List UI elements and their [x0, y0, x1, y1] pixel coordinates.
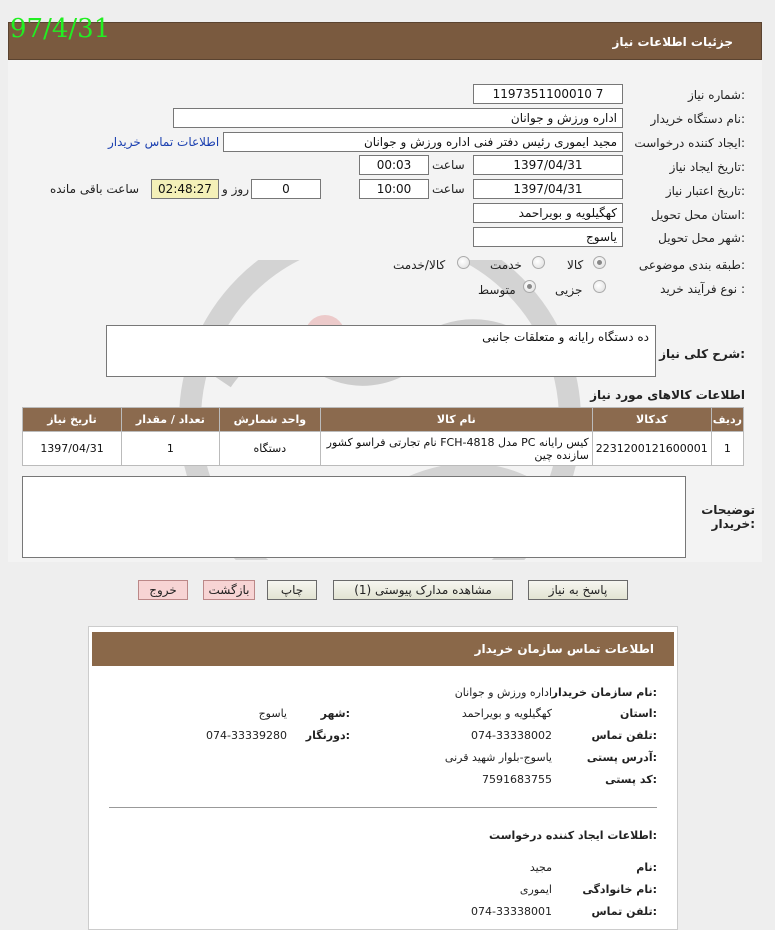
- buyer-org-label: نام دستگاه خریدار:: [650, 112, 745, 126]
- city-label: شهر محل تحویل:: [658, 231, 745, 245]
- city-field: یاسوج: [473, 227, 623, 247]
- summary-text: ده دستگاه رایانه و متعلقات جانبی: [482, 330, 649, 344]
- col-code: کدکالا: [592, 408, 711, 432]
- need-number-label: شماره نیاز:: [687, 88, 745, 102]
- cell-code: 2231200121600001: [592, 432, 711, 466]
- validity-time-label: ساعت: [432, 182, 465, 196]
- name-value: مجید: [529, 861, 552, 874]
- validity-date-label: تاریخ اعتبار نیاز:: [665, 184, 745, 198]
- process-label: نوع فرآیند خرید :: [660, 282, 745, 296]
- fax-label: دورنگار:: [305, 729, 350, 742]
- creator-phone-value: 074-33338001: [471, 905, 552, 918]
- address-label: آدرس پستی:: [586, 751, 657, 764]
- validity-date-field: 1397/04/31: [473, 179, 623, 199]
- back-button[interactable]: بازگشت: [203, 580, 255, 600]
- view-attachments-button[interactable]: مشاهده مدارک پیوستی (1): [333, 580, 513, 600]
- summary-label: شرح کلی نیاز:: [659, 347, 745, 361]
- requester-label: ایجاد کننده درخواست:: [634, 136, 745, 150]
- province-label: استان محل تحویل:: [650, 208, 745, 222]
- remaining-time-field: 02:48:27: [151, 179, 219, 199]
- col-date: تاریخ نیاز: [23, 408, 122, 432]
- exit-button[interactable]: خروج: [138, 580, 188, 600]
- buyer-notes-textarea: [22, 476, 686, 558]
- org-value: اداره ورزش و جوانان: [454, 686, 552, 699]
- created-date-field: 1397/04/31: [473, 155, 623, 175]
- province-label: استان:: [619, 707, 657, 720]
- divider: [109, 807, 657, 808]
- date-stamp: 97/4/31: [10, 14, 111, 44]
- created-time-label: ساعت: [432, 158, 465, 172]
- category-goods-label: کالا: [567, 258, 584, 272]
- buyer-notes-label: توضیحات خریدار:: [701, 503, 755, 531]
- family-value: ایموری: [519, 883, 552, 896]
- remaining-label: ساعت باقی مانده: [50, 182, 140, 196]
- days-label: روز و: [222, 182, 249, 196]
- cell-name: کیس رایانه PC مدل FCH-4818 نام تجارتی فراسو کشور سازنده چین: [320, 432, 592, 466]
- category-label: طبقه بندی موضوعی:: [638, 258, 745, 272]
- category-service-radio[interactable]: [532, 256, 545, 269]
- page-header: [8, 22, 762, 60]
- col-unit: واحد شمارش: [219, 408, 320, 432]
- address-value: یاسوج-بلوار شهید قرنی: [444, 751, 552, 764]
- col-row: ردیف: [711, 408, 743, 432]
- process-minor-radio[interactable]: [593, 280, 606, 293]
- contact-city-label: شهر:: [320, 707, 350, 720]
- process-minor-label: جزیی: [555, 283, 583, 297]
- items-section-title: اطلاعات کالاهای مورد نیاز: [590, 388, 745, 402]
- creator-title: اطلاعات ایجاد کننده درخواست:: [489, 829, 657, 842]
- family-label: نام خانوادگی:: [582, 883, 657, 896]
- fax-value: 074-33339280: [206, 729, 287, 742]
- remaining-days-field: 0: [251, 179, 321, 199]
- org-label: نام سازمان خریدار:: [551, 686, 657, 699]
- category-goods-service-radio[interactable]: [457, 256, 470, 269]
- items-table: [22, 407, 744, 466]
- contact-panel: [88, 626, 678, 930]
- page-title: جزئیات اطلاعات نیاز: [612, 35, 733, 49]
- contact-city-value: یاسوج: [258, 707, 287, 720]
- province-value: کهگیلویه و بویراحمد: [461, 707, 552, 720]
- category-goods-radio[interactable]: [593, 256, 606, 269]
- category-service-label: خدمت: [490, 258, 522, 272]
- col-qty: تعداد / مقدار: [122, 408, 220, 432]
- requester-field: مجید ایموری رئیس دفتر فنی اداره ورزش و جوانان: [223, 132, 623, 152]
- postal-label: کد پستی:: [605, 773, 657, 786]
- created-date-label: تاریخ ایجاد نیاز:: [669, 160, 745, 174]
- process-medium-radio[interactable]: [523, 280, 536, 293]
- cell-row: 1: [711, 432, 743, 466]
- name-label: نام:: [636, 861, 657, 874]
- buyer-contact-link[interactable]: اطلاعات تماس خریدار: [108, 135, 220, 149]
- postal-value: 7591683755: [482, 773, 552, 786]
- cell-date: 1397/04/31: [23, 432, 122, 466]
- cell-unit: دستگاه: [219, 432, 320, 466]
- table-row: [23, 432, 744, 466]
- buyer-org-field: اداره ورزش و جوانان: [173, 108, 623, 128]
- phone-value: 074-33338002: [471, 729, 552, 742]
- creator-phone-label: تلفن تماس:: [591, 905, 657, 918]
- province-field: کهگیلویه و بویراحمد: [473, 203, 623, 223]
- created-time-field: 00:03: [359, 155, 429, 175]
- cell-qty: 1: [122, 432, 220, 466]
- phone-label: تلفن تماس:: [591, 729, 657, 742]
- col-name: نام کالا: [320, 408, 592, 432]
- validity-time-field: 10:00: [359, 179, 429, 199]
- reply-button[interactable]: پاسخ به نیاز: [528, 580, 628, 600]
- need-number-field: 1197351100010 7: [473, 84, 623, 104]
- contact-panel-title: اطلاعات تماس سازمان خریدار: [474, 642, 654, 656]
- category-goods-service-label: کالا/خدمت: [393, 258, 446, 272]
- print-button[interactable]: چاپ: [267, 580, 317, 600]
- process-medium-label: متوسط: [478, 283, 516, 297]
- summary-textarea: [106, 325, 656, 377]
- contact-panel-header: [92, 632, 674, 666]
